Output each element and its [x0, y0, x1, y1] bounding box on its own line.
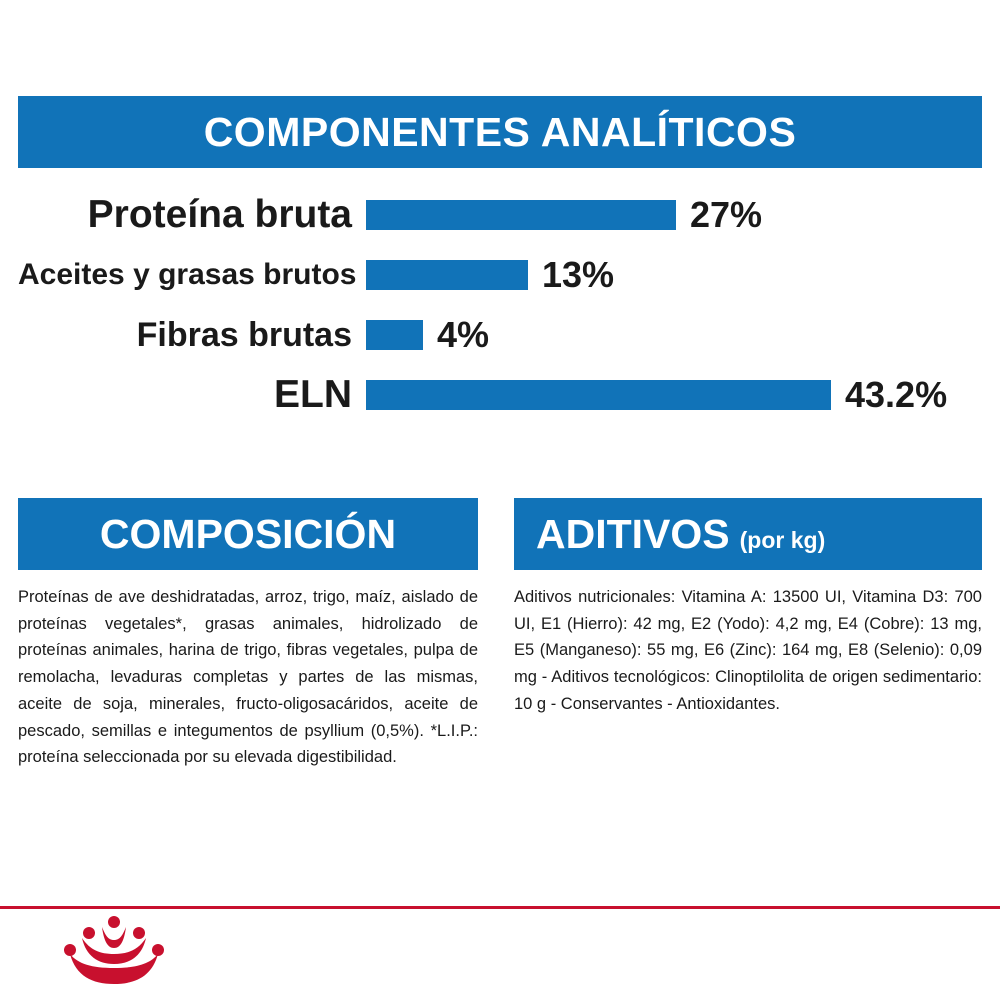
composition-panel — [18, 498, 478, 771]
chart-value-label: 27% — [690, 194, 763, 235]
chart-category-label: Fibras brutas — [136, 315, 352, 354]
additives-subtitle: (por kg) — [739, 526, 826, 553]
additives-text: Aditivos nutricionales: Vitamina A: 13500 UI, Vitamina D3: 700 UI, E1 (Hierro): 42 mg, E2 (Yodo): 4,2 mg, E4 (Cobre): 13 mg, E5 (Manganeso): 55 mg, E6 (Zinc): 164 mg, E8 (Selenio): 0,09 mg - Aditivos tecnológicos: Clinoptilolita de origen sedimentario: 10 g - Conservantes - Antioxidantes. — [514, 588, 982, 713]
chart-value-label: 43.2% — [845, 374, 948, 415]
chart-category-label: Aceites y grasas brutos — [18, 258, 357, 291]
chart-value-label: 4% — [437, 314, 490, 355]
chart-value-label: 13% — [542, 254, 615, 295]
chart-category-label: ELN — [274, 373, 352, 416]
chart-bar-wrap — [366, 246, 982, 304]
chart-row — [18, 366, 982, 424]
chart-bar — [366, 200, 676, 230]
composition-title: COMPOSICIÓN — [99, 510, 397, 557]
chart-bar-wrap — [366, 306, 982, 364]
analytic-components-title: COMPONENTES ANALÍTICOS — [203, 108, 797, 155]
royal-canin-crown-logo — [62, 914, 166, 986]
chart-row — [18, 186, 982, 244]
chart-category-label: Proteína bruta — [87, 193, 352, 236]
chart-bar-wrap — [366, 186, 982, 244]
chart-row — [18, 246, 982, 304]
chart-bar — [366, 260, 528, 290]
additives-title: ADITIVOS — [536, 510, 730, 557]
analytic-components-header — [18, 96, 982, 168]
additives-header — [514, 498, 982, 570]
chart-bar-wrap — [366, 366, 982, 424]
composition-header — [18, 498, 478, 570]
chart-bar — [366, 380, 831, 410]
analytic-components-chart — [18, 186, 982, 451]
composition-text: Proteínas de ave deshidratadas, arroz, trigo, maíz, aislado de proteínas vegetales*, grasas animales, hidrolizado de proteínas animales, harina de trigo, fibras vegetales, pulpa de remolacha, levaduras completas y partes de las mismas, aceite de soja, minerales, fructo-oligosacáridos, aceite de pescado, semillas e integumentos de psyllium (0,5%). *L.I.P.: proteína seleccionada por su elevada digestibilidad. — [18, 588, 478, 767]
footer-divider — [0, 906, 1000, 909]
additives-panel — [514, 498, 982, 718]
chart-row — [18, 306, 982, 364]
chart-bar — [366, 320, 423, 350]
